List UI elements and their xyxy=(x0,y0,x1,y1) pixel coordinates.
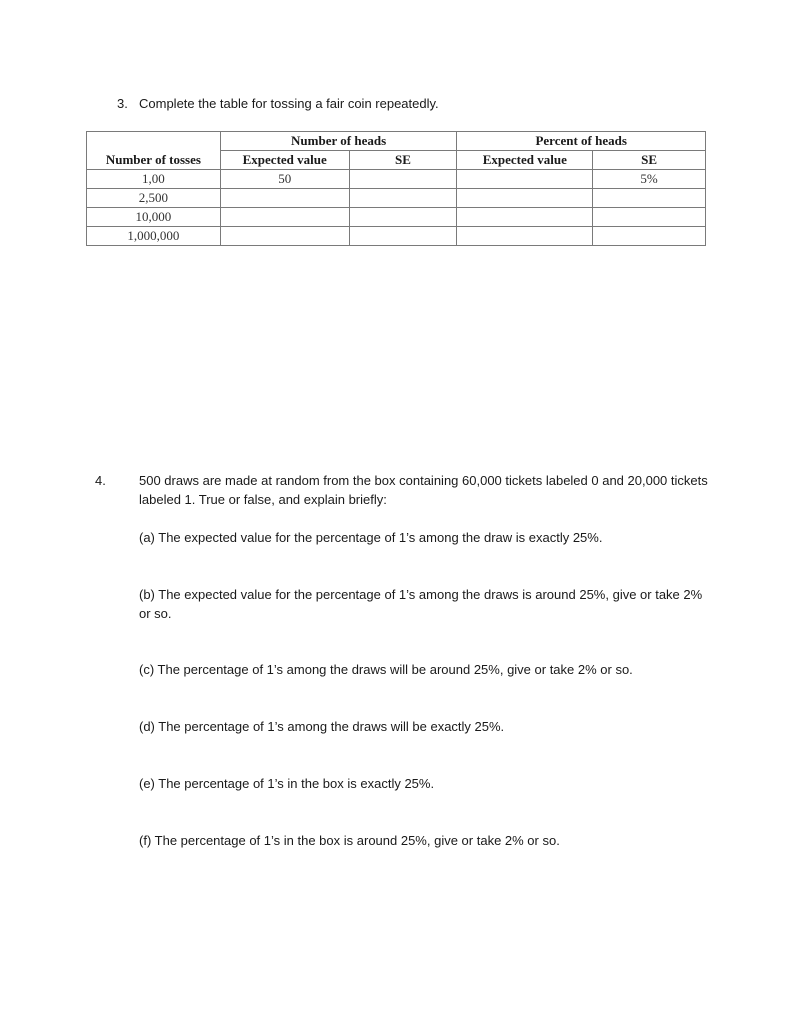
cell-tosses: 1,000,000 xyxy=(87,227,221,246)
cell-percent-se[interactable] xyxy=(593,227,706,246)
cell-heads-expected[interactable] xyxy=(220,208,349,227)
header-heads-expected-value: Expected value xyxy=(220,151,349,170)
cell-tosses: 1,00 xyxy=(87,170,221,189)
table-row xyxy=(87,189,706,208)
question-4-stem xyxy=(95,471,717,509)
cell-heads-se[interactable] xyxy=(349,227,457,246)
cell-percent-se[interactable] xyxy=(593,208,706,227)
cell-percent-expected[interactable] xyxy=(457,189,593,208)
cell-percent-se[interactable]: 5% xyxy=(593,170,706,189)
cell-heads-se[interactable] xyxy=(349,208,457,227)
cell-tosses: 10,000 xyxy=(87,208,221,227)
cell-heads-expected[interactable] xyxy=(220,227,349,246)
question-3 xyxy=(117,94,439,113)
question-4-prompt: 500 draws are made at random from the box containing 60,000 tickets labeled 0 and 20,000 tickets labeled 1. True or false, and explain briefly: xyxy=(139,473,708,507)
header-percent-se: SE xyxy=(593,151,706,170)
table-row xyxy=(87,227,706,246)
question-4-part-e: (e) The percentage of 1’s in the box is exactly 25%. xyxy=(139,776,435,791)
question-4-part-c: (c) The percentage of 1’s among the draws will be around 25%, give or take 2% or so. xyxy=(139,662,633,677)
cell-heads-expected[interactable] xyxy=(220,189,349,208)
table-row xyxy=(87,170,706,189)
table-group-header-row xyxy=(87,132,706,151)
cell-heads-se[interactable] xyxy=(349,170,457,189)
header-number-of-tosses: Number of tosses xyxy=(87,151,221,170)
question-3-number: 3. xyxy=(117,96,128,111)
question-4-part-f: (f) The percentage of 1’s in the box is around 25%, give or take 2% or so. xyxy=(139,833,560,848)
question-3-prompt: Complete the table for tossing a fair coin repeatedly. xyxy=(139,96,439,111)
group-header-number-of-heads: Number of heads xyxy=(220,132,457,151)
cell-percent-expected[interactable] xyxy=(457,170,593,189)
question-4-part-a: (a) The expected value for the percentage of 1’s among the draw is exactly 25%. xyxy=(139,530,603,545)
table-sub-header-row xyxy=(87,151,706,170)
cell-heads-se[interactable] xyxy=(349,189,457,208)
cell-heads-expected[interactable]: 50 xyxy=(220,170,349,189)
header-heads-se: SE xyxy=(349,151,457,170)
question-4-part-b: (b) The expected value for the percentage of 1’s among the draws is around 25%, give or take 2% or so. xyxy=(139,587,703,621)
coin-toss-table xyxy=(86,131,706,246)
question-4-number: 4. xyxy=(95,473,106,488)
cell-percent-expected[interactable] xyxy=(457,227,593,246)
cell-percent-expected[interactable] xyxy=(457,208,593,227)
header-percent-expected-value: Expected value xyxy=(457,151,593,170)
group-header-percent-of-heads: Percent of heads xyxy=(457,132,706,151)
cell-tosses: 2,500 xyxy=(87,189,221,208)
question-4-part-d: (d) The percentage of 1’s among the draws will be exactly 25%. xyxy=(139,719,505,734)
table-corner-cell xyxy=(87,132,221,151)
question-4 xyxy=(95,471,717,509)
cell-percent-se[interactable] xyxy=(593,189,706,208)
table-row xyxy=(87,208,706,227)
